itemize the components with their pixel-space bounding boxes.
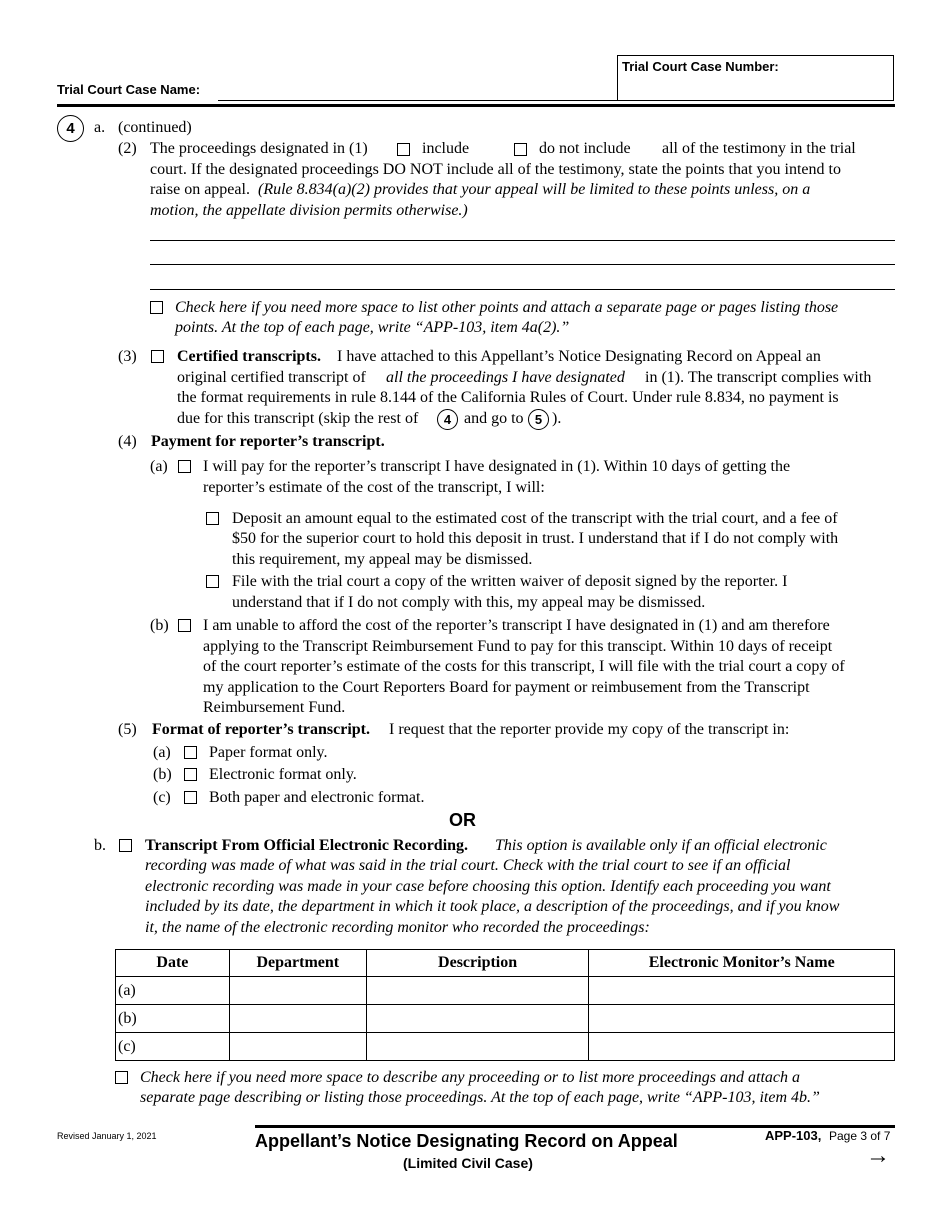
paper-format-checkbox[interactable] [184,746,197,759]
revised-date: Revised January 1, 2021 [57,1131,157,1141]
p5-rest: I request that the reporter provide my copy of the transcript in: [389,721,790,738]
col-description: Description [366,950,589,977]
col-monitor-name: Electronic Monitor’s Name [589,950,895,977]
deposit-line2: $50 for the superior court to hold this deposit in trust. I understand that if I do not comply with [232,530,839,547]
item-a-continued: (continued) [118,119,192,136]
p2-line3-plain: raise on appeal. [150,181,250,198]
case-number-label: Trial Court Case Number: [622,59,779,74]
p3-line2-italic: all the proceedings I have designated [386,369,625,386]
col-department: Department [229,950,366,977]
will-pay-checkbox[interactable] [178,460,191,473]
p5-b-text: Electronic format only. [209,766,357,783]
page-number: Page 3 of 7 [829,1129,891,1143]
circle-5-text: 5 [534,412,543,427]
deposit-checkbox[interactable] [206,512,219,525]
p4-a-line2: reporter’s estimate of the cost of the transcript, I will: [203,479,545,496]
circle-5 [528,409,549,430]
certified-transcripts-checkbox[interactable] [151,350,164,363]
p3-line4-mid: and go to [464,410,524,427]
points-line-1[interactable] [150,240,895,241]
row-b-department[interactable] [229,1005,366,1033]
p3-line4-a: due for this transcript (skip the rest of [177,410,419,427]
header-rule [57,104,895,107]
p4-b-line1: I am unable to afford the cost of the reporter’s transcript I have designated in (1) and am therefore [203,617,830,634]
row-b-monitor[interactable] [589,1005,895,1033]
form-subtitle: (Limited Civil Case) [403,1155,533,1171]
p2-tail: all of the testimony in the trial [662,140,856,157]
p5-c-text: Both paper and electronic format. [209,789,425,806]
p5-a-label: (a) [153,744,171,761]
more-points-line2: points. At the top of each page, write “APP-103, item 4a(2).” [175,319,570,336]
p4-a-line1: I will pay for the reporter’s transcript I have designated in (1). Within 10 days of getting the [203,458,791,475]
p2-line4-italic: motion, the appellate division permits otherwise.) [150,202,468,219]
form-title: Appellant’s Notice Designating Record on Appeal [255,1131,678,1151]
p5-num: (5) [118,721,137,738]
recording-table [115,949,895,1061]
table-row [116,977,895,1005]
electronic-format-checkbox[interactable] [184,768,197,781]
points-line-2[interactable] [150,264,895,265]
more-points-line1: Check here if you need more space to list other points and attach a separate page or pages listing those [175,299,839,316]
both-format-checkbox[interactable] [184,791,197,804]
row-a-date[interactable]: (a) [116,977,230,1005]
include-label: include [422,140,470,157]
more-proceedings-checkbox[interactable] [115,1071,128,1084]
row-c-department[interactable] [229,1033,366,1061]
electronic-recording-checkbox[interactable] [119,839,132,852]
p5-a-text: Paper format only. [209,744,328,761]
form-id: APP-103, [765,1128,822,1143]
p3-line2-b: in (1). The transcript complies with [645,369,872,386]
item-number: 4 [66,120,75,137]
col-date: Date [116,950,230,977]
table-header-row [116,950,895,977]
row-a-department[interactable] [229,977,366,1005]
case-number-box[interactable] [617,55,894,101]
p5-b-label: (b) [153,766,172,783]
table-row [116,1033,895,1061]
p2-lead: The proceedings designated in (1) [150,140,368,157]
p3-line3: the format requirements in rule 8.144 of the California Rules of Court. Under rule 8.834, no payment is [177,389,839,406]
circle-4-text: 4 [443,412,452,427]
b-line2: recording was made of what was said in the trial court. Check with the trial court to see if an official [145,857,791,874]
p4-num: (4) [118,433,137,450]
item-b-label: b. [94,837,106,854]
row-a-monitor[interactable] [589,977,895,1005]
row-c-description[interactable] [366,1033,589,1061]
row-b-description[interactable] [366,1005,589,1033]
p4-a-label: (a) [150,458,168,475]
case-name-label: Trial Court Case Name: [57,82,201,97]
b-line4: included by its date, the department in which it took place, a description of the proceedings, and if you know [145,898,840,915]
p3-line1-rest: I have attached to this Appellant’s Notice Designating Record on Appeal an [337,348,821,365]
p4-b-label: (b) [150,617,169,634]
p3-line4-end: ). [552,410,562,427]
b-title: Transcript From Official Electronic Recording. [145,837,469,854]
p4-b-line5: Reimbursement Fund. [203,699,346,716]
item-a-label: a. [94,119,106,136]
b-line1-italic: This option is available only if an official electronic [495,837,827,854]
p2-num: (2) [118,140,137,157]
more-points-checkbox[interactable] [150,301,163,314]
include-checkbox[interactable] [397,143,410,156]
or-divider: OR [449,810,476,830]
waiver-line2: understand that if I do not comply with this, my appeal may be dismissed. [232,594,706,611]
unable-to-afford-checkbox[interactable] [178,619,191,632]
points-line-3[interactable] [150,289,895,290]
row-b-date[interactable]: (b) [116,1005,230,1033]
p3-title: Certified transcripts. [177,348,321,365]
waiver-line1: File with the trial court a copy of the written waiver of deposit signed by the reporter. I [232,573,788,590]
p4-b-line2: applying to the Transcript Reimbursement Fund to pay for this transcipt. Within 10 days of receipt [203,638,833,655]
p4-b-line3: of the court reporter’s estimate of the costs for this transcript, I will file with the trial court a copy of [203,658,845,675]
p2-line3-italic: (Rule 8.834(a)(2) provides that your appeal will be limited to these points unless, on a [258,181,811,198]
case-name-field[interactable] [218,100,618,101]
more-proceedings-line1: Check here if you need more space to describe any proceeding or to list more proceedings and attach a [140,1069,800,1086]
do-not-include-label: do not include [539,140,631,157]
do-not-include-checkbox[interactable] [514,143,527,156]
row-a-description[interactable] [366,977,589,1005]
item-number-circle [57,115,84,142]
p3-num: (3) [118,348,137,365]
p2-line2: court. If the designated proceedings DO NOT include all of the testimony, state the points that you intend to [150,161,841,178]
next-page-arrow-icon: → [866,1142,890,1169]
circle-4 [437,409,458,430]
b-line5: it, the name of the electronic recording monitor who recorded the proceedings: [145,919,650,936]
more-proceedings-line2: separate page describing or listing those proceedings. At the top of each page, write “APP-103, item 4b.” [140,1089,820,1106]
p3-line2-a: original certified transcript of [177,369,366,386]
p5-title: Format of reporter’s transcript. [152,721,370,738]
p4-b-line4: my application to the Court Reporters Board for payment or reimbusement from the Transcript [203,679,810,696]
deposit-line3: this requirement, my appeal may be dismissed. [232,551,533,568]
table-row [116,1005,895,1033]
waiver-checkbox[interactable] [206,575,219,588]
p4-title: Payment for reporter’s transcript. [151,433,385,450]
row-c-date[interactable]: (c) [116,1033,230,1061]
p5-c-label: (c) [153,789,171,806]
row-c-monitor[interactable] [589,1033,895,1061]
b-line3: electronic recording was made in your case before choosing this option. Identify each proceeding you want [145,878,831,895]
deposit-line1: Deposit an amount equal to the estimated cost of the transcript with the trial court, and a fee of [232,510,838,527]
